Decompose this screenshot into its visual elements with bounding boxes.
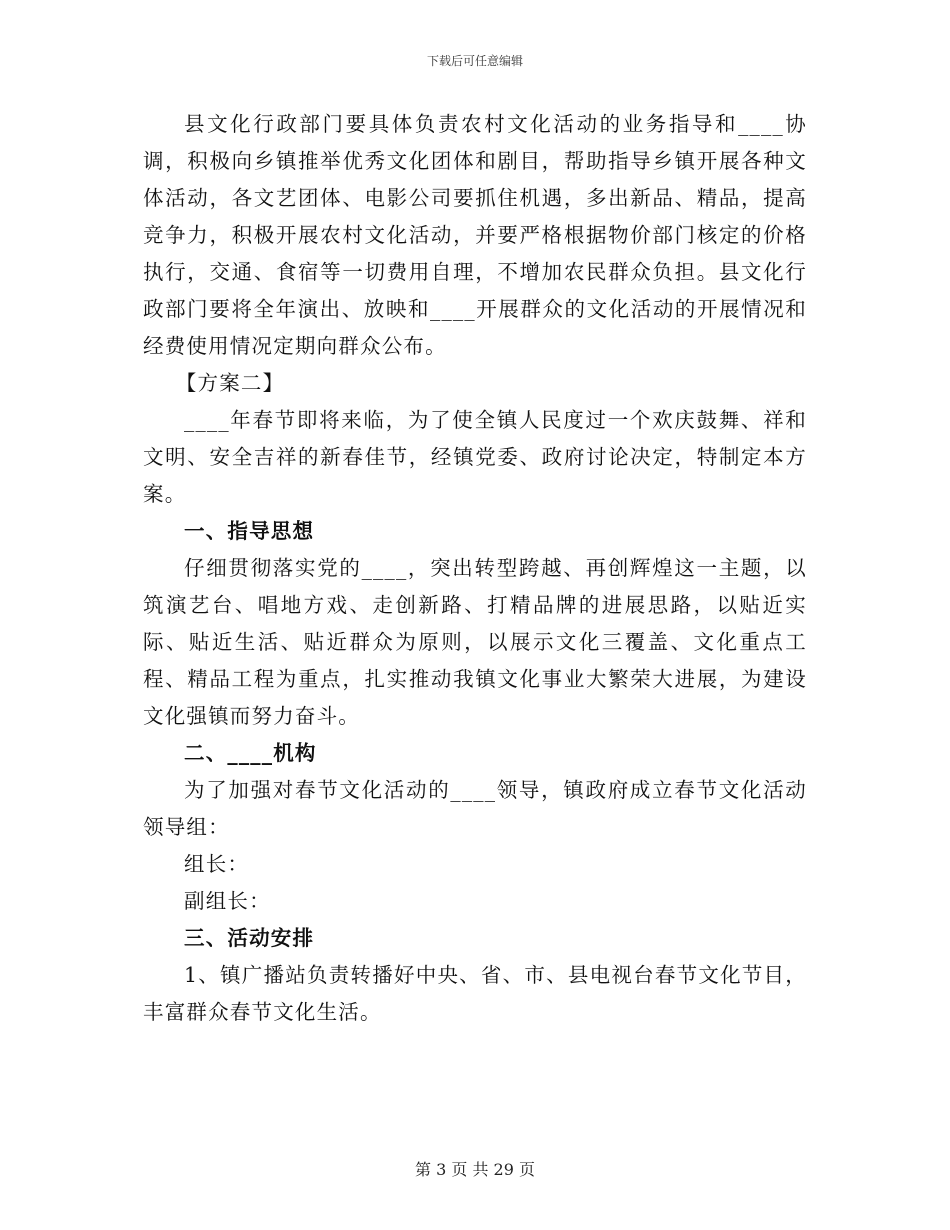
- paragraph-activity-item-1: 1、镇广播站负责转播好中央、省、市、县电视台春节文化节目，丰富群众春节文化生活。: [143, 963, 807, 1024]
- heading-guiding-ideology: 一、指导思想: [184, 519, 315, 543]
- paragraph-rural-culture: 县文化行政部门要具体负责农村文化活动的业务指导和____协调，积极向乡镇推举优秀文化团体和剧目，帮助指导乡镇开展各种文体活动，各文艺团体、电影公司要抓住机遇，多出新品、精品，提高竞争力，积极开展农村文化活动，并要严格根据物价部门核定的价格执行，交通、食宿等一切费用自理，不增加农民群众负担。县文化行政部门要将全年演出、放映和____开展群众的文化活动的开展情况和经费使用情况定期向群众公布。: [143, 112, 807, 358]
- document-body: [143, 106, 807, 1031]
- heading-activity-arrangement: 三、活动安排: [184, 926, 315, 950]
- paragraph-guiding-ideology: 仔细贯彻落实党的____，突出转型跨越、再创辉煌这一主题，以筑演艺台、唱地方戏、走创新路、打精品牌的进展思路，以贴近实际、贴近生活、贴近群众为原则，以展示文化三覆盖、文化重点工程、精品工程为重点，扎实推动我镇文化事业大繁荣大进展，为建设文化强镇而努力奋斗。: [143, 556, 807, 728]
- heading-organization: 二、____机构: [184, 741, 317, 765]
- section-title-plan-two: 【方案二】: [175, 371, 285, 395]
- paragraph-leadership-group: 为了加强对春节文化活动的____领导，镇政府成立春节文化活动领导组：: [143, 778, 807, 839]
- deputy-leader-line: 副组长：: [184, 889, 271, 913]
- header-note: 下载后可任意编辑: [426, 54, 523, 68]
- page-number-footer: 第 3 页 共 29 页: [415, 1160, 535, 1179]
- paragraph-spring-festival-intro: ____年春节即将来临，为了使全镇人民度过一个欢庆鼓舞、祥和文明、安全吉祥的新春佳节，经镇党委、政府讨论决定，特制定本方案。: [143, 408, 807, 506]
- leader-line: 组长：: [184, 852, 250, 876]
